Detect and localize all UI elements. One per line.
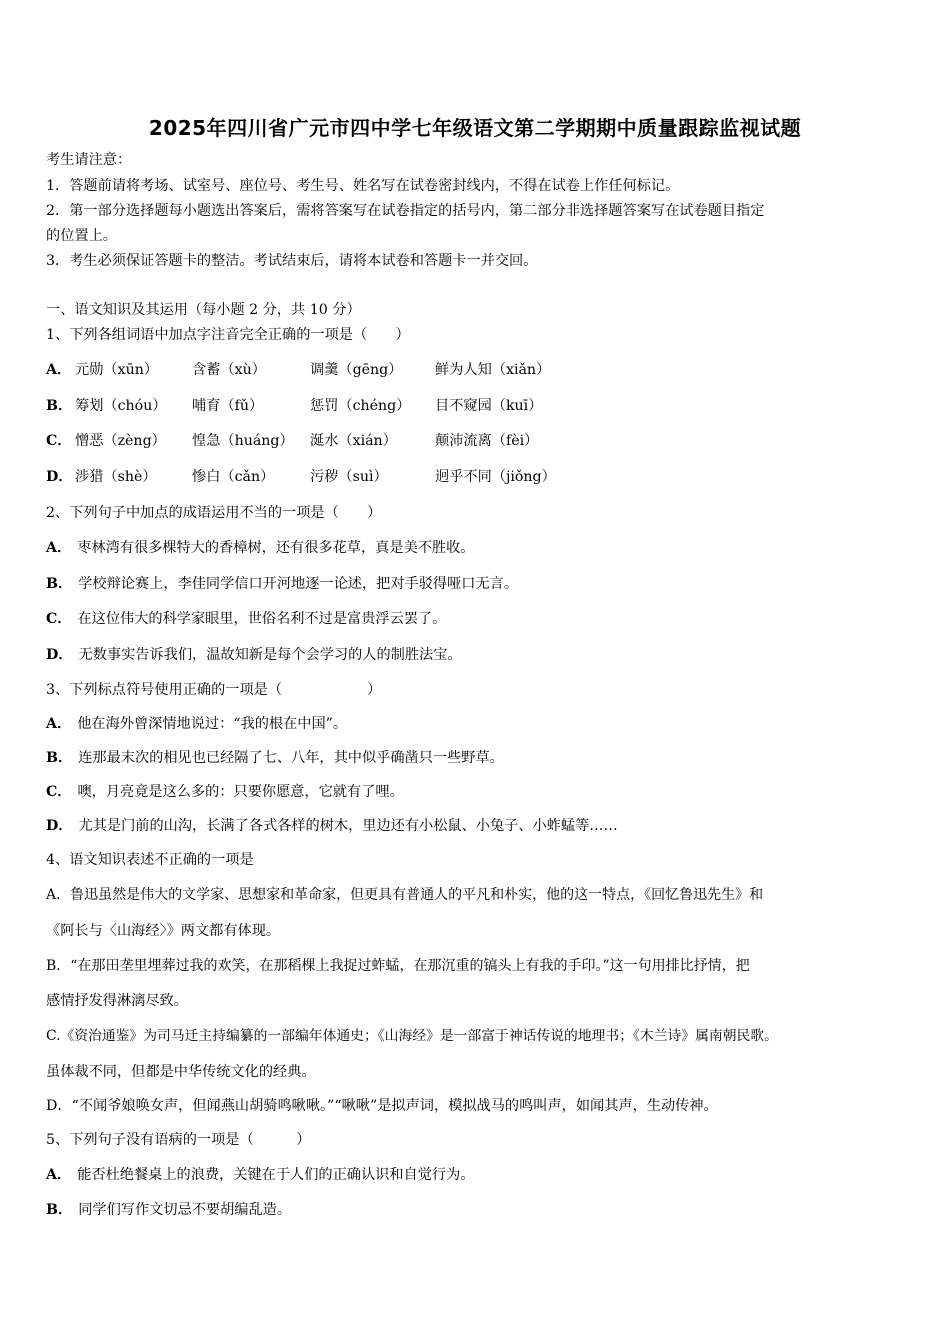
page-title: 2025年四川省广元市四中学七年级语文第二学期期中质量跟踪监视试题 (148, 116, 802, 140)
option-text: 学校辩论赛上，李佳同学信口开河地逐一论述，把对手驳得哑口无言。 (78, 576, 519, 592)
notice-item-1: 1．答题前请将考场、试室号、座位号、考生号、姓名写在试卷密封线内，不得在试卷上作任何标记。 (46, 178, 680, 194)
q3-option-a (46, 714, 347, 734)
q4-option-a-line1: A．鲁迅虽然是伟大的文学家、思想家和革命家，但更具有普通人的平凡和朴实，他的这一特点，《回忆鲁迅先生》和 (46, 887, 764, 903)
option-text: 连那最末次的相见也已经隔了七、八年，其中似乎确凿只一些野草。 (78, 750, 504, 766)
notice-item-2-cont: 的位置上。 (46, 228, 117, 244)
option-label: C． (46, 611, 72, 627)
section-heading: 一、语文知识及其运用（每小题 2 分，共 10 分） (46, 302, 361, 318)
q3-option-d (46, 816, 618, 836)
option-text: 他在海外曾深情地说过：“我的根在中国”。 (77, 716, 348, 732)
q1-b-word-1: 筹划（chóu） (75, 398, 167, 414)
q1-b-word-4: 目不窥园（kuī） (435, 398, 543, 414)
option-text: 枣林湾有很多棵特大的香樟树，还有很多花草，真是美不胜收。 (77, 540, 475, 556)
option-label: C． (46, 784, 72, 800)
q1-option-c (46, 431, 77, 451)
option-text: 在这位伟大的科学家眼里，世俗名利不过是富贵浮云罢了。 (77, 611, 447, 627)
q4-option-b-line2: 感情抒发得淋漓尽致。 (46, 993, 188, 1009)
q1-a-word-3: 调羹（gēng） (310, 362, 403, 378)
q2-option-a (46, 538, 474, 558)
option-label: A． (46, 716, 72, 732)
option-label: D． (46, 469, 73, 485)
option-text: 能否杜绝餐桌上的浪费，关键在于人们的正确认识和自觉行为。 (77, 1167, 475, 1183)
q4-option-c-line2: 虽体裁不同，但都是中华传统文化的经典。 (46, 1064, 316, 1080)
option-text: 无数事实告诉我们，温故知新是每个会学习的人的制胜法宝。 (78, 647, 462, 663)
option-label: A． (46, 362, 72, 378)
q4-option-c-line1: C.《资治通鉴》为司马迁主持编纂的一部编年体通史；《山海经》是一部富于神话传说的地理书；《木兰诗》属南朝民歌。 (46, 1028, 778, 1044)
option-label: B． (46, 398, 73, 414)
notice-heading: 考生请注意： (46, 152, 132, 168)
q3-option-c (46, 782, 404, 802)
q1-a-word-4: 鲜为人知（xiǎn） (435, 362, 551, 378)
option-text: 同学们写作文切忌不要胡编乱造。 (78, 1202, 292, 1218)
q1-option-d (46, 467, 79, 487)
option-label: B． (46, 1202, 73, 1218)
q1-option-a (46, 360, 77, 380)
q1-d-word-4: 迥乎不同（jiǒng） (435, 469, 556, 485)
q2-stem: 2、下列句子中加点的成语运用不当的一项是（ ） (46, 505, 382, 521)
q1-stem: 1、下列各组词语中加点字注音完全正确的一项是（ ） (46, 327, 410, 343)
q5-option-b (46, 1200, 291, 1220)
q1-d-word-1: 涉猎（shè） (75, 469, 157, 485)
q1-c-word-3: 涎水（xián） (310, 433, 397, 449)
option-text: 尤其是门前的山沟，长满了各式各样的树木，里边还有小松鼠、小兔子、小蚱蜢等…… (78, 818, 618, 834)
q3-stem: 3、下列标点符号使用正确的一项是（ ） (46, 682, 382, 698)
notice-item-2: 2．第一部分选择题每小题选出答案后，需将答案写在试卷指定的括号内，第二部分非选择题答案写在试卷题目指定 (46, 203, 765, 219)
q4-option-a-line2: 《阿长与〈山海经〉》两文都有体现。 (46, 923, 281, 939)
q1-a-word-1: 元勋（xūn） (75, 362, 159, 378)
q1-b-word-2: 哺育（fǔ） (192, 398, 264, 414)
q1-d-word-3: 污秽（suì） (310, 469, 388, 485)
q2-option-c (46, 609, 446, 629)
option-label: C． (46, 433, 72, 449)
q4-option-d: D．“不闻爷娘唤女声，但闻燕山胡骑鸣啾啾。”“啾啾”是拟声词，模拟战马的鸣叫声，如闻其声，生动传神。 (46, 1098, 718, 1114)
option-label: D． (46, 647, 73, 663)
q4-stem: 4、语文知识表述不正确的一项是 (46, 852, 254, 868)
q4-option-b-line1: B．“在那田垄里埋葬过我的欢笑，在那稻棵上我捉过蚱蜢，在那沉重的镐头上有我的手印。”这一句用排比抒情，把 (46, 958, 750, 974)
q2-option-d (46, 645, 462, 665)
option-text: 噢，月亮竟是这么多的：只要你愿意，它就有了哩。 (77, 784, 404, 800)
q5-stem: 5、下列句子没有语病的一项是（ ） (46, 1132, 311, 1148)
q5-option-a (46, 1165, 474, 1185)
option-label: A． (46, 540, 72, 556)
q1-b-word-3: 惩罚（chéng） (310, 398, 411, 414)
q1-c-word-2: 惶急（huáng） (192, 433, 294, 449)
q1-c-word-4: 颠沛流离（fèi） (435, 433, 539, 449)
option-label: B． (46, 576, 73, 592)
option-label: D． (46, 818, 73, 834)
q3-option-b (46, 748, 504, 768)
q1-d-word-2: 惨白（cǎn） (192, 469, 275, 485)
option-label: A． (46, 1167, 72, 1183)
option-label: B． (46, 750, 73, 766)
q1-option-b (46, 396, 78, 416)
q1-c-word-1: 憎恶（zèng） (75, 433, 166, 449)
q1-a-word-2: 含蓄（xù） (192, 362, 266, 378)
notice-item-3: 3．考生必须保证答题卡的整洁。考试结束后，请将本试卷和答题卡一并交回。 (46, 253, 538, 269)
q2-option-b (46, 574, 518, 594)
